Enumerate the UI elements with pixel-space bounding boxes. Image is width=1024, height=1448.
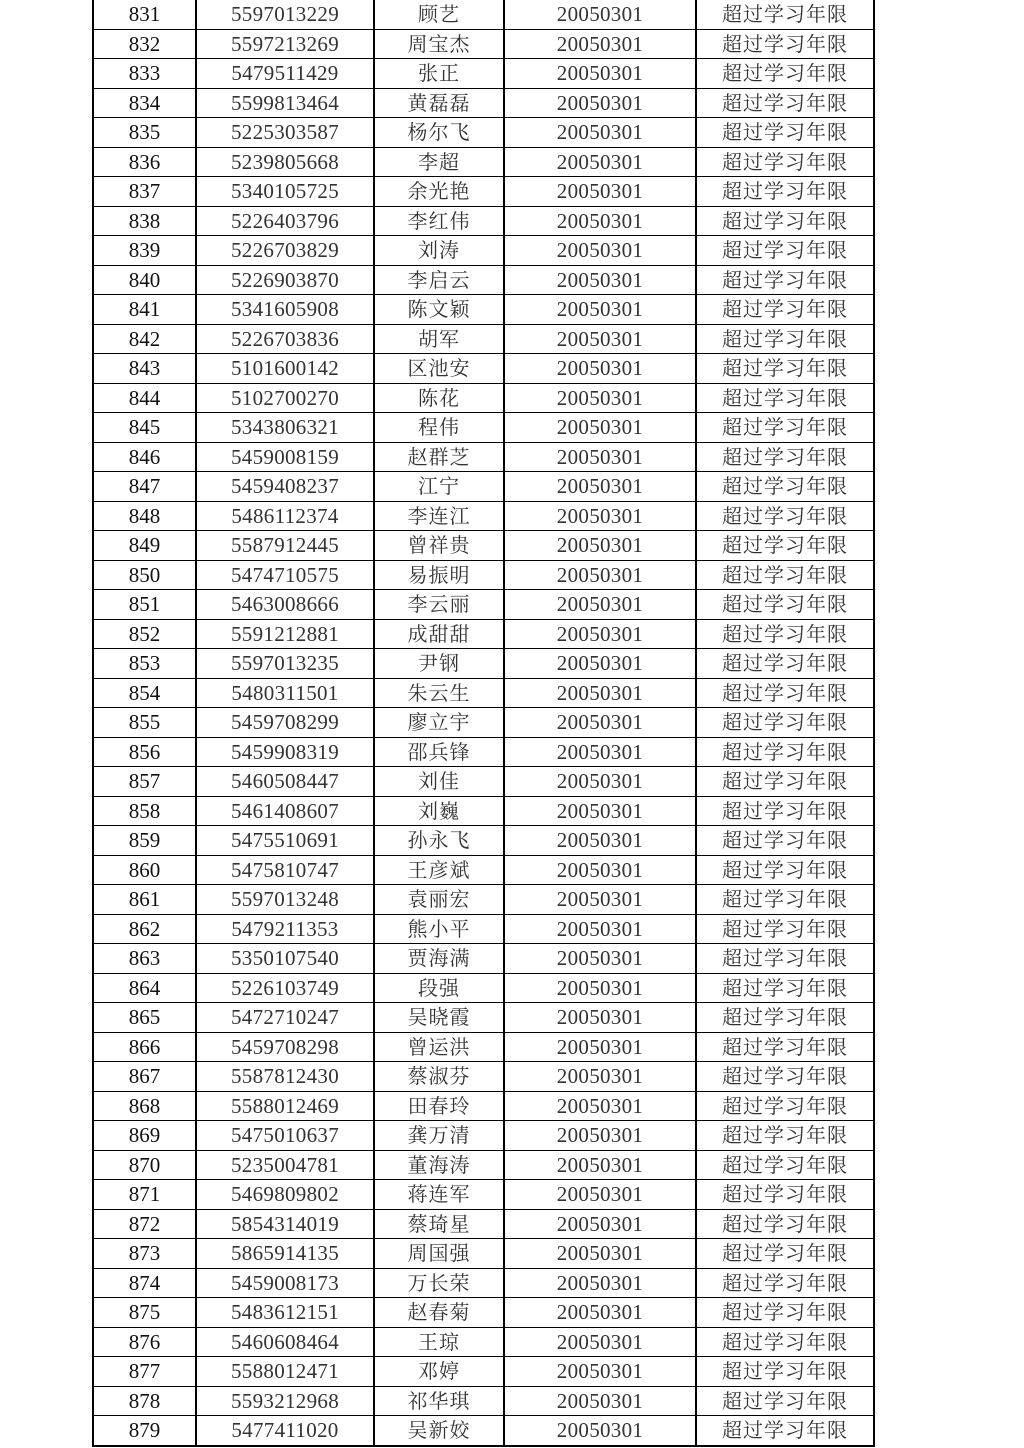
student-name: 段强 [374,973,504,1003]
reason: 超过学习年限 [696,944,874,974]
row-number: 837 [93,177,196,207]
student-name: 江宁 [374,472,504,502]
student-name: 赵春菊 [374,1298,504,1328]
student-name: 周国强 [374,1239,504,1269]
student-name: 朱云生 [374,678,504,708]
record-date: 20050301 [504,177,696,207]
reason: 超过学习年限 [696,88,874,118]
student-id: 5459708299 [196,708,374,738]
student-id: 5483612151 [196,1298,374,1328]
table-row [93,885,874,915]
reason: 超过学习年限 [696,796,874,826]
student-id: 5341605908 [196,295,374,325]
reason: 超过学习年限 [696,354,874,384]
table-row [93,973,874,1003]
row-number: 873 [93,1239,196,1269]
row-number: 869 [93,1121,196,1151]
student-name: 万长荣 [374,1268,504,1298]
student-id: 5350107540 [196,944,374,974]
reason: 超过学习年限 [696,826,874,856]
table-row [93,560,874,590]
reason: 超过学习年限 [696,1209,874,1239]
student-name: 袁丽宏 [374,885,504,915]
reason: 超过学习年限 [696,914,874,944]
record-date: 20050301 [504,826,696,856]
row-number: 859 [93,826,196,856]
record-date: 20050301 [504,885,696,915]
table-row [93,767,874,797]
table-row [93,1298,874,1328]
record-date: 20050301 [504,1091,696,1121]
table-row [93,1239,874,1269]
row-number: 834 [93,88,196,118]
student-name: 陈花 [374,383,504,413]
reason: 超过学习年限 [696,885,874,915]
table-row [93,354,874,384]
record-date: 20050301 [504,531,696,561]
student-id: 5865914135 [196,1239,374,1269]
student-name: 赵群芝 [374,442,504,472]
student-id: 5459408237 [196,472,374,502]
row-number: 864 [93,973,196,1003]
record-date: 20050301 [504,413,696,443]
table-row [93,295,874,325]
student-id: 5479511429 [196,59,374,89]
student-id: 5226703829 [196,236,374,266]
reason: 超过学习年限 [696,59,874,89]
table-row [93,88,874,118]
student-name: 余光艳 [374,177,504,207]
row-number: 848 [93,501,196,531]
student-name: 熊小平 [374,914,504,944]
student-id: 5340105725 [196,177,374,207]
reason: 超过学习年限 [696,118,874,148]
student-id: 5101600142 [196,354,374,384]
student-id: 5593212968 [196,1386,374,1416]
student-id: 5854314019 [196,1209,374,1239]
table-row [93,59,874,89]
student-name: 李云丽 [374,590,504,620]
student-id: 5588012469 [196,1091,374,1121]
row-number: 845 [93,413,196,443]
student-id: 5475510691 [196,826,374,856]
reason: 超过学习年限 [696,1121,874,1151]
reason: 超过学习年限 [696,678,874,708]
table-row [93,796,874,826]
student-name: 吴新姣 [374,1416,504,1446]
reason: 超过学习年限 [696,767,874,797]
row-number: 844 [93,383,196,413]
table-row [93,944,874,974]
record-date: 20050301 [504,59,696,89]
table-row [93,236,874,266]
reason: 超过学习年限 [696,590,874,620]
record-date: 20050301 [504,442,696,472]
reason: 超过学习年限 [696,708,874,738]
student-id: 5459708298 [196,1032,374,1062]
row-number: 849 [93,531,196,561]
student-id: 5463008666 [196,590,374,620]
row-number: 851 [93,590,196,620]
record-date: 20050301 [504,796,696,826]
reason: 超过学习年限 [696,619,874,649]
row-number: 874 [93,1268,196,1298]
row-number: 835 [93,118,196,148]
row-number: 862 [93,914,196,944]
row-number: 868 [93,1091,196,1121]
table-row [93,737,874,767]
row-number: 854 [93,678,196,708]
table-row [93,206,874,236]
record-date: 20050301 [504,1062,696,1092]
table-row [93,265,874,295]
row-number: 841 [93,295,196,325]
student-name: 祁华琪 [374,1386,504,1416]
table-row [93,501,874,531]
student-name: 尹钢 [374,649,504,679]
reason: 超过学习年限 [696,1091,874,1121]
record-date: 20050301 [504,1357,696,1387]
row-number: 875 [93,1298,196,1328]
student-roster-table [92,0,875,1447]
student-name: 蔡琦星 [374,1209,504,1239]
reason: 超过学习年限 [696,147,874,177]
record-date: 20050301 [504,944,696,974]
row-number: 836 [93,147,196,177]
table-row [93,914,874,944]
student-id: 5486112374 [196,501,374,531]
row-number: 858 [93,796,196,826]
row-number: 850 [93,560,196,590]
reason: 超过学习年限 [696,531,874,561]
student-name: 顾艺 [374,0,504,29]
record-date: 20050301 [504,118,696,148]
student-id: 5472710247 [196,1003,374,1033]
student-id: 5226403796 [196,206,374,236]
reason: 超过学习年限 [696,737,874,767]
row-number: 855 [93,708,196,738]
row-number: 865 [93,1003,196,1033]
student-id: 5226103749 [196,973,374,1003]
record-date: 20050301 [504,1150,696,1180]
student-name: 王琼 [374,1327,504,1357]
reason: 超过学习年限 [696,855,874,885]
student-id: 5477411020 [196,1416,374,1446]
reason: 超过学习年限 [696,29,874,59]
reason: 超过学习年限 [696,1416,874,1446]
row-number: 843 [93,354,196,384]
table-row [93,1032,874,1062]
student-name: 孙永飞 [374,826,504,856]
student-id: 5461408607 [196,796,374,826]
record-date: 20050301 [504,206,696,236]
student-name: 胡军 [374,324,504,354]
reason: 超过学习年限 [696,1268,874,1298]
table-row [93,472,874,502]
row-number: 872 [93,1209,196,1239]
reason: 超过学习年限 [696,1150,874,1180]
record-date: 20050301 [504,1298,696,1328]
table-row [93,1268,874,1298]
reason: 超过学习年限 [696,236,874,266]
table-row [93,1150,874,1180]
row-number: 832 [93,29,196,59]
record-date: 20050301 [504,1003,696,1033]
student-name: 蒋连军 [374,1180,504,1210]
reason: 超过学习年限 [696,1032,874,1062]
student-id: 5587912445 [196,531,374,561]
student-id: 5225303587 [196,118,374,148]
row-number: 842 [93,324,196,354]
record-date: 20050301 [504,472,696,502]
table-row [93,29,874,59]
student-name: 刘佳 [374,767,504,797]
table-row [93,177,874,207]
record-date: 20050301 [504,678,696,708]
student-name: 成甜甜 [374,619,504,649]
student-id: 5475810747 [196,855,374,885]
record-date: 20050301 [504,88,696,118]
row-number: 857 [93,767,196,797]
reason: 超过学习年限 [696,0,874,29]
student-id: 5459008159 [196,442,374,472]
table-row [93,1091,874,1121]
row-number: 833 [93,59,196,89]
row-number: 840 [93,265,196,295]
row-number: 861 [93,885,196,915]
student-name: 邓婷 [374,1357,504,1387]
table-row [93,531,874,561]
reason: 超过学习年限 [696,1327,874,1357]
record-date: 20050301 [504,0,696,29]
student-id: 5599813464 [196,88,374,118]
roster-body [93,0,874,1446]
row-number: 846 [93,442,196,472]
table-row [93,649,874,679]
table-row [93,383,874,413]
student-id: 5343806321 [196,413,374,443]
reason: 超过学习年限 [696,1298,874,1328]
row-number: 871 [93,1180,196,1210]
student-id: 5235004781 [196,1150,374,1180]
reason: 超过学习年限 [696,1386,874,1416]
table-row [93,1357,874,1387]
record-date: 20050301 [504,147,696,177]
student-name: 李启云 [374,265,504,295]
student-id: 5459908319 [196,737,374,767]
reason: 超过学习年限 [696,1180,874,1210]
record-date: 20050301 [504,236,696,266]
reason: 超过学习年限 [696,501,874,531]
reason: 超过学习年限 [696,383,874,413]
student-id: 5479211353 [196,914,374,944]
student-name: 董海涛 [374,1150,504,1180]
student-name: 李红伟 [374,206,504,236]
record-date: 20050301 [504,1180,696,1210]
student-name: 黄磊磊 [374,88,504,118]
table-row [93,1327,874,1357]
student-id: 5102700270 [196,383,374,413]
student-name: 张正 [374,59,504,89]
reason: 超过学习年限 [696,973,874,1003]
reason: 超过学习年限 [696,265,874,295]
row-number: 877 [93,1357,196,1387]
table-row [93,442,874,472]
student-id: 5597013229 [196,0,374,29]
row-number: 866 [93,1032,196,1062]
row-number: 847 [93,472,196,502]
student-name: 杨尔飞 [374,118,504,148]
reason: 超过学习年限 [696,1357,874,1387]
student-id: 5226703836 [196,324,374,354]
student-name: 曾运洪 [374,1032,504,1062]
table-row [93,324,874,354]
student-id: 5597013235 [196,649,374,679]
record-date: 20050301 [504,708,696,738]
student-id: 5597213269 [196,29,374,59]
student-name: 李超 [374,147,504,177]
record-date: 20050301 [504,354,696,384]
reason: 超过学习年限 [696,1003,874,1033]
record-date: 20050301 [504,383,696,413]
record-date: 20050301 [504,590,696,620]
student-id: 5226903870 [196,265,374,295]
student-id: 5588012471 [196,1357,374,1387]
row-number: 856 [93,737,196,767]
table-row [93,413,874,443]
reason: 超过学习年限 [696,1239,874,1269]
table-row [93,1386,874,1416]
student-name: 易振明 [374,560,504,590]
record-date: 20050301 [504,855,696,885]
student-name: 邵兵锋 [374,737,504,767]
table-row [93,1180,874,1210]
table-row [93,619,874,649]
record-date: 20050301 [504,1327,696,1357]
record-date: 20050301 [504,1239,696,1269]
row-number: 879 [93,1416,196,1446]
reason: 超过学习年限 [696,442,874,472]
row-number: 876 [93,1327,196,1357]
student-id: 5587812430 [196,1062,374,1092]
record-date: 20050301 [504,1032,696,1062]
student-id: 5475010637 [196,1121,374,1151]
student-id: 5469809802 [196,1180,374,1210]
reason: 超过学习年限 [696,206,874,236]
student-name: 陈文颖 [374,295,504,325]
record-date: 20050301 [504,914,696,944]
row-number: 853 [93,649,196,679]
table-row [93,826,874,856]
table-row [93,855,874,885]
record-date: 20050301 [504,1268,696,1298]
row-number: 870 [93,1150,196,1180]
student-name: 周宝杰 [374,29,504,59]
reason: 超过学习年限 [696,649,874,679]
reason: 超过学习年限 [696,295,874,325]
student-id: 5460608464 [196,1327,374,1357]
table-row [93,590,874,620]
student-id: 5480311501 [196,678,374,708]
table-row [93,0,874,29]
student-id: 5460508447 [196,767,374,797]
student-name: 王彦斌 [374,855,504,885]
student-name: 吴晓霞 [374,1003,504,1033]
student-id: 5239805668 [196,147,374,177]
record-date: 20050301 [504,1209,696,1239]
row-number: 852 [93,619,196,649]
record-date: 20050301 [504,295,696,325]
record-date: 20050301 [504,619,696,649]
record-date: 20050301 [504,973,696,1003]
table-row [93,1209,874,1239]
row-number: 839 [93,236,196,266]
record-date: 20050301 [504,265,696,295]
student-id: 5474710575 [196,560,374,590]
row-number: 867 [93,1062,196,1092]
table-row [93,147,874,177]
student-id: 5459008173 [196,1268,374,1298]
table-row [93,1003,874,1033]
record-date: 20050301 [504,1121,696,1151]
table-row [93,1062,874,1092]
student-id: 5597013248 [196,885,374,915]
record-date: 20050301 [504,649,696,679]
table-row [93,118,874,148]
student-name: 曾祥贵 [374,531,504,561]
student-name: 田春玲 [374,1091,504,1121]
student-name: 李连江 [374,501,504,531]
record-date: 20050301 [504,1416,696,1446]
student-name: 程伟 [374,413,504,443]
reason: 超过学习年限 [696,177,874,207]
row-number: 863 [93,944,196,974]
student-id: 5591212881 [196,619,374,649]
student-name: 刘涛 [374,236,504,266]
table-row [93,1121,874,1151]
table-row [93,678,874,708]
record-date: 20050301 [504,324,696,354]
student-name: 龚万清 [374,1121,504,1151]
reason: 超过学习年限 [696,413,874,443]
reason: 超过学习年限 [696,472,874,502]
record-date: 20050301 [504,1386,696,1416]
table-row [93,1416,874,1446]
row-number: 860 [93,855,196,885]
student-name: 廖立宇 [374,708,504,738]
student-name: 蔡淑芬 [374,1062,504,1092]
student-name: 贾海满 [374,944,504,974]
row-number: 878 [93,1386,196,1416]
student-name: 刘巍 [374,796,504,826]
record-date: 20050301 [504,501,696,531]
record-date: 20050301 [504,767,696,797]
student-name: 区池安 [374,354,504,384]
reason: 超过学习年限 [696,324,874,354]
record-date: 20050301 [504,737,696,767]
record-date: 20050301 [504,29,696,59]
record-date: 20050301 [504,560,696,590]
reason: 超过学习年限 [696,560,874,590]
table-row [93,708,874,738]
row-number: 838 [93,206,196,236]
row-number: 831 [93,0,196,29]
reason: 超过学习年限 [696,1062,874,1092]
